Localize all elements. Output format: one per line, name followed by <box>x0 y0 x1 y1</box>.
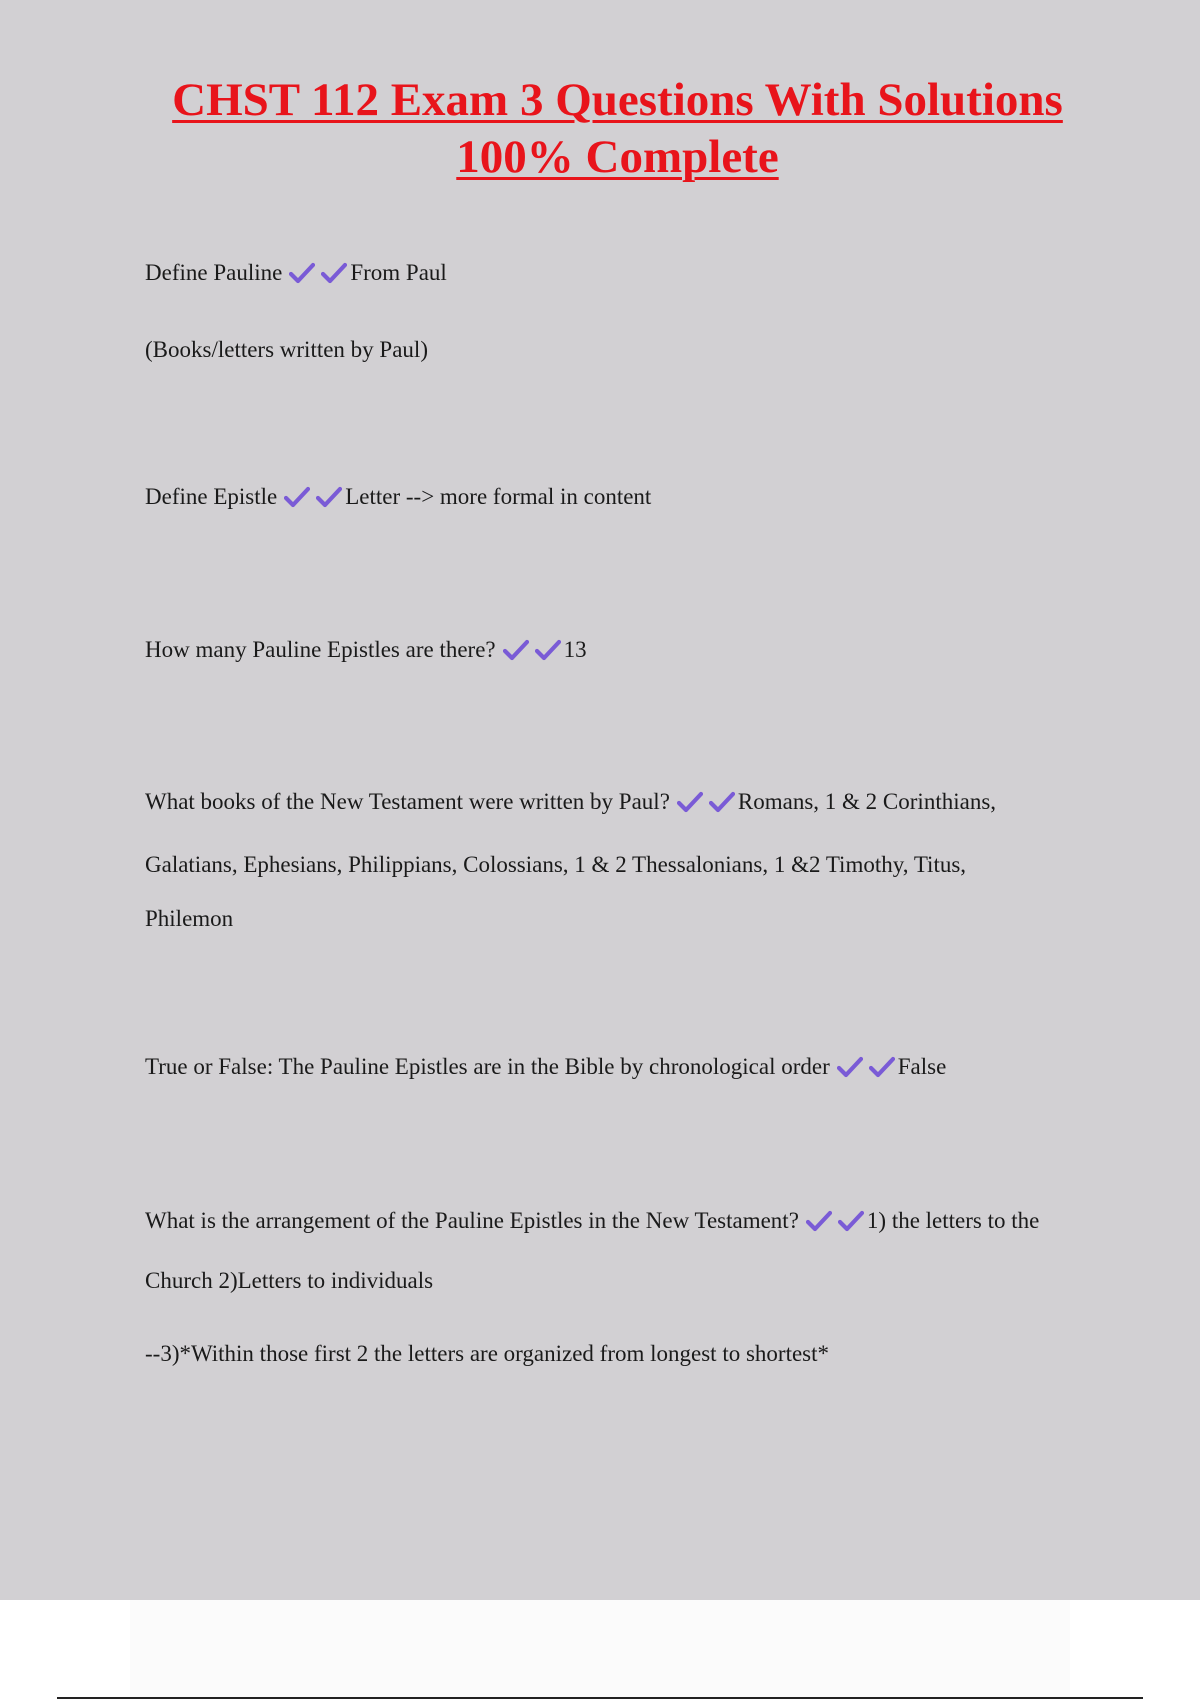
checkmark-icon <box>838 1210 864 1232</box>
checkmark-icon <box>289 262 315 284</box>
qa-item-epistle <box>145 482 651 512</box>
checkmark-icon <box>837 1056 863 1078</box>
answer-continuation: Philemon <box>145 906 234 931</box>
question-text: What is the arrangement of the Pauline Epistles in the New Testament? <box>145 1208 799 1233</box>
document-title <box>0 72 1200 186</box>
answer-continuation: (Books/letters written by Paul) <box>145 337 428 362</box>
answer-continuation: Galatians, Ephesians, Philippians, Colossians, 1 & 2 Thessalonians, 1 &2 Timothy, Titus, <box>145 852 967 877</box>
qa-item-arrangement <box>145 1206 1039 1236</box>
footer-divider <box>57 1697 1143 1699</box>
checkmark-icon <box>284 486 310 508</box>
question-text: Define Pauline <box>145 260 283 285</box>
answer-text: False <box>897 1054 947 1079</box>
checkmark-icon <box>316 486 342 508</box>
checkmark-icon <box>321 262 347 284</box>
question-text: True or False: The Pauline Epistles are in the Bible by chronological order <box>145 1054 830 1079</box>
qa-item-true-false <box>145 1052 946 1082</box>
question-text: How many Pauline Epistles are there? <box>145 637 496 662</box>
checkmark-icon <box>535 639 561 661</box>
answer-continuation: Church 2)Letters to individuals <box>145 1268 434 1293</box>
answer-continuation: --3)*Within those first 2 the letters are organized from longest to shortest* <box>145 1341 830 1366</box>
checkmark-icon <box>503 639 529 661</box>
title-line-2: 100% Complete <box>456 131 779 183</box>
answer-text: 13 <box>563 637 587 662</box>
answer-text: Letter --> more formal in content <box>345 484 652 509</box>
question-text: What books of the New Testament were written by Paul? <box>145 789 670 814</box>
qa-item-count <box>145 635 587 665</box>
checkmark-icon <box>709 791 735 813</box>
checkmark-icon <box>806 1210 832 1232</box>
checkmark-icon <box>677 791 703 813</box>
answer-text: 1) the letters to the <box>866 1208 1040 1233</box>
checkmark-icon <box>869 1056 895 1078</box>
page-footer-area <box>130 1600 1070 1698</box>
title-line-1: CHST 112 Exam 3 Questions With Solutions <box>172 74 1063 126</box>
answer-text: From Paul <box>350 260 447 285</box>
answer-text: Romans, 1 & 2 Corinthians, <box>737 789 997 814</box>
qa-item-books <box>145 787 996 817</box>
question-text: Define Epistle <box>145 484 278 509</box>
qa-item-pauline <box>145 258 447 288</box>
